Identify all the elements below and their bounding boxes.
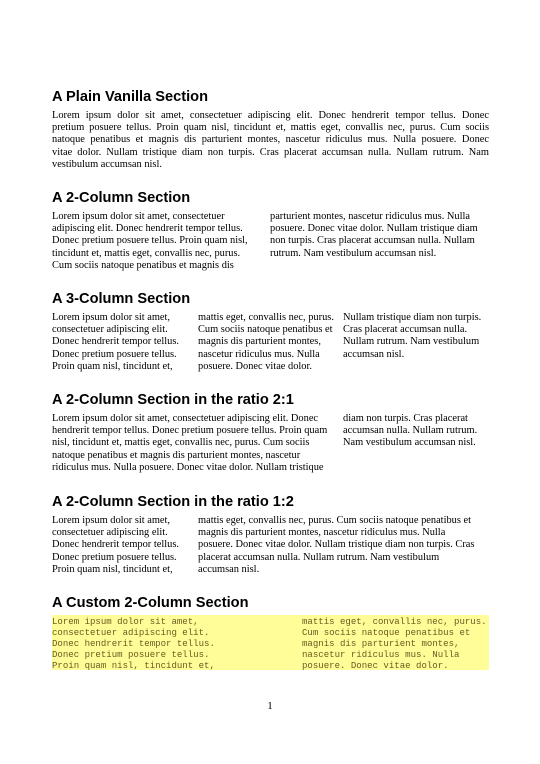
section-title-2-column: A 2-Column Section	[52, 190, 191, 206]
section-title-custom-2-column: A Custom 2-Column Section	[52, 595, 249, 611]
section-title-ratio-2-1: A 2-Column Section in the ratio 2:1	[52, 392, 294, 408]
text-line: posuere. Donec vitae dolor.	[302, 660, 449, 671]
text-line: magnis dis parturient montes, nascetur ridiculus mus. Nulla	[198, 527, 446, 539]
text-line: placerat accumsan nulla. Nullam rutrum. Nam vestibulum	[198, 551, 440, 563]
text-line: Lorem ipsum dolor sit amet, consectetuer adipiscing elit. Donec	[52, 413, 319, 424]
text-line: ridiculus mus. Nulla posuere. Donec vitae dolor. Nullam tristique	[52, 461, 324, 473]
text-line: Donec pretium posuere tellus. Proin quam nisl,	[52, 235, 248, 247]
section-ratio-2-1-column-2	[343, 413, 489, 450]
section-ratio-1-2-column-1	[52, 515, 194, 576]
section-title-ratio-1-2: A 2-Column Section in the ratio 1:2	[52, 494, 294, 510]
text-line: parturient montes, nascetur ridiculus mus. Nulla	[270, 211, 470, 222]
text-line: Lorem ipsum dolor sit amet, consectetuer	[52, 211, 225, 222]
text-line: pretium posuere tellus. Proin quam nisl, tincidunt et, mattis eget, convallis nec, purus. Cum sociis	[52, 122, 489, 134]
text-line: Cum sociis natoque penatibus et	[302, 627, 471, 638]
text-line: vitae dolor. Nullam tristique diam non turpis. Cras placerat accumsan nulla. Nullam rutrum. Nam	[52, 146, 489, 158]
text-line: Cum sociis natoque penatibus et	[198, 324, 333, 336]
text-line: posuere. Donec vitae dolor. Nullam tristique diam non turpis. Cras	[198, 539, 475, 551]
text-line: Donec hendrerit tempor tellus.	[52, 336, 179, 348]
text-line: accumsan nisl.	[198, 563, 260, 575]
text-line: Donec hendrerit tempor tellus.	[52, 539, 179, 551]
section-title-3-column: A 3-Column Section	[52, 291, 191, 307]
page-number: 1	[267, 700, 273, 712]
section-ratio-1-2-column-2	[198, 515, 489, 576]
section-title-plain-vanilla: A Plain Vanilla Section	[52, 89, 208, 105]
text-line: mattis eget, convallis nec, purus.	[302, 616, 487, 627]
text-line: Proin quam nisl, tincidunt et,	[52, 360, 173, 372]
text-line: accumsan nulla. Nullam rutrum.	[343, 425, 478, 437]
text-line: Donec pretium posuere tellus.	[52, 551, 177, 563]
section-custom-column-1	[52, 616, 252, 671]
section-2-column-column-1	[52, 211, 262, 272]
text-line: accumsan nisl.	[343, 348, 405, 360]
section-plain-vanilla-column-1	[52, 110, 489, 171]
text-line: posuere. Donec vitae dolor. Nullam tristique diam	[270, 223, 478, 235]
section-ratio-2-1-column-1	[52, 413, 340, 474]
text-line: mattis eget, convallis nec, purus. Cum sociis natoque penatibus et	[198, 515, 471, 526]
text-line: mattis eget, convallis nec, purus.	[198, 312, 334, 323]
text-line: nascetur ridiculus mus. Nulla	[198, 348, 320, 360]
text-line: Nam vestibulum accumsan nisl.	[343, 437, 476, 449]
text-line: Cum sociis natoque penatibus et magnis dis	[52, 259, 234, 271]
text-line: Lorem ipsum dolor sit amet,	[52, 312, 171, 323]
text-line: Lorem ipsum dolor sit amet,	[52, 616, 199, 627]
text-line: diam non turpis. Cras placerat	[343, 413, 468, 424]
text-line: consectetuer adipiscing elit.	[52, 527, 168, 539]
text-line: adipiscing elit. Donec hendrerit tempor tellus.	[52, 223, 243, 235]
section-custom-column-2	[302, 616, 489, 671]
text-line: vestibulum accumsan nisl.	[52, 158, 162, 170]
text-line: posuere. Donec vitae dolor.	[198, 360, 312, 372]
text-line: Donec pretium posuere tellus.	[52, 649, 210, 660]
text-line: Nullam tristique diam non turpis.	[343, 312, 482, 323]
section-3-column-column-3	[343, 312, 489, 361]
section-2-column-column-2	[270, 211, 489, 260]
text-line: natoque penatibus et magnis dis parturient montes, nascetur ridiculus mus. Nulla posuere. Donec	[52, 134, 489, 146]
text-line: Donec pretium posuere tellus.	[52, 348, 177, 360]
section-3-column-column-1	[52, 312, 194, 373]
text-line: tincidunt et, mattis eget, convallis nec, purus.	[52, 247, 241, 259]
text-line: rutrum. Nam vestibulum accumsan nisl.	[270, 247, 437, 259]
section-3-column-column-2	[198, 312, 342, 373]
text-line: Proin quam nisl, tincidunt et,	[52, 660, 215, 671]
text-line: non turpis. Cras placerat accumsan nulla. Nullam	[270, 235, 475, 247]
text-line: nascetur ridiculus mus. Nulla	[302, 649, 460, 660]
text-line: nisl, tincidunt et, mattis eget, convallis nec, purus. Cum sociis	[52, 437, 310, 449]
text-line: consectetuer adipiscing elit.	[52, 627, 210, 638]
text-line: Nullam rutrum. Nam vestibulum	[343, 336, 480, 348]
text-line: magnis dis parturient montes,	[198, 336, 321, 348]
text-line: hendrerit tempor tellus. Donec pretium posuere tellus. Proin quam	[52, 425, 328, 437]
text-line: Lorem ipsum dolor sit amet, consectetuer adipiscing elit. Donec hendrerit tempor tellus. Donec	[52, 110, 489, 121]
text-line: Donec hendrerit tempor tellus.	[52, 638, 215, 649]
text-line: Proin quam nisl, tincidunt et,	[52, 563, 173, 575]
text-line: Lorem ipsum dolor sit amet,	[52, 515, 171, 526]
text-line: Cras placerat accumsan nulla.	[343, 324, 468, 336]
text-line: magnis dis parturient montes,	[302, 638, 460, 649]
text-line: consectetuer adipiscing elit.	[52, 324, 168, 336]
text-line: natoque penatibus et magnis dis parturient montes, nascetur	[52, 449, 301, 461]
